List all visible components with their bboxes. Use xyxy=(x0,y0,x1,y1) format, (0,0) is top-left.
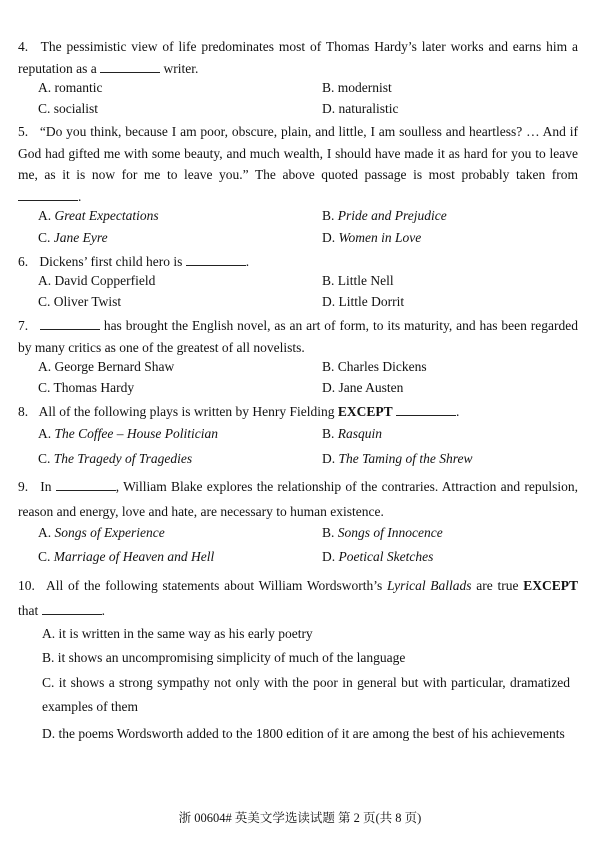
option-b xyxy=(322,426,382,442)
option-b xyxy=(322,208,447,224)
option-c: C. it shows a strong sympathy not only with the poor in general but with particular, dramatized examples of them xyxy=(42,675,570,714)
option-text: The Tragedy of Tragedies xyxy=(53,451,193,466)
option-letter: C. xyxy=(38,451,51,466)
option-d xyxy=(322,549,433,565)
option-text: The Taming of the Shrew xyxy=(338,451,473,466)
option-c xyxy=(38,451,192,467)
question-4-stem xyxy=(18,36,578,79)
option-text: The Coffee – House Politician xyxy=(54,426,218,441)
book-title: Lyrical Ballads xyxy=(386,578,472,593)
answer-blank xyxy=(40,318,100,330)
question-text-mid: are true xyxy=(476,578,519,593)
option-letter: B. xyxy=(322,208,335,223)
option-letter: D. xyxy=(322,451,336,466)
option-b: B. Charles Dickens xyxy=(322,359,427,374)
option-c: C. socialist xyxy=(38,101,98,116)
option-a xyxy=(38,525,165,541)
option-b: B. it shows an uncompromising simplicity of much of the language xyxy=(42,650,406,665)
option-text: Great Expectations xyxy=(54,208,159,223)
question-text: All of the following plays is written by Henry Fielding xyxy=(38,404,335,419)
question-text: In xyxy=(40,479,52,494)
question-number: 9. xyxy=(18,479,29,494)
question-9-stem xyxy=(18,474,578,524)
option-d: D. Jane Austen xyxy=(322,380,404,395)
question-text-end: writer. xyxy=(163,60,199,76)
question-number: 6. xyxy=(18,254,29,269)
option-letter: D. xyxy=(322,230,336,245)
option-c xyxy=(38,549,214,565)
option-d: D. the poems Wordsworth added to the 1800 edition of it are among the best of his achievements xyxy=(42,726,565,741)
answer-blank xyxy=(396,404,456,416)
option-letter: A. xyxy=(38,525,52,540)
question-5-stem xyxy=(18,121,578,207)
question-text-end: that xyxy=(18,603,39,618)
question-8-stem xyxy=(18,401,578,423)
option-text: Songs of Innocence xyxy=(337,525,443,540)
answer-blank xyxy=(56,479,116,491)
option-a xyxy=(38,426,218,442)
question-number: 10. xyxy=(18,578,35,593)
option-c: C. Oliver Twist xyxy=(38,294,122,309)
question-number: 4. xyxy=(18,39,29,54)
answer-blank xyxy=(18,189,78,201)
option-a: A. romantic xyxy=(38,80,103,95)
option-c xyxy=(38,230,108,246)
option-text: Pride and Prejudice xyxy=(337,208,447,223)
question-text: The pessimistic view of life predominates most of Thomas Hardy’s later works and earns him a reputation as a xyxy=(18,39,578,76)
option-text: Rasquin xyxy=(337,426,383,441)
question-text: Dickens’ first child hero is xyxy=(39,254,183,269)
answer-blank xyxy=(186,254,246,266)
except-keyword: EXCEPT xyxy=(523,578,578,593)
option-text: Marriage of Heaven and Hell xyxy=(53,549,215,564)
question-text: “Do you think, because I am poor, obscure, plain, and little, I am soulless and heartless? … And if God had gifted me with some beauty, and much wealth, I should have made it as hard for you to leave me, as it is now for me to leave you.” The above quoted passage is most probably taken from xyxy=(18,124,578,182)
option-letter: B. xyxy=(322,426,335,441)
question-6-stem xyxy=(18,251,578,273)
option-a: A. it is written in the same way as his early poetry xyxy=(42,626,313,641)
option-letter: C. xyxy=(38,230,51,245)
question-text: has brought the English novel, as an art of form, to its maturity, and has been regarded by many critics as one of the greatest of all novelists. xyxy=(18,318,579,355)
question-number: 5. xyxy=(18,124,29,139)
option-letter: B. xyxy=(322,525,335,540)
option-b xyxy=(322,525,443,541)
question-text: All of the following statements about William Wordsworth’s xyxy=(46,578,383,593)
option-d xyxy=(322,451,473,467)
option-c: C. Thomas Hardy xyxy=(38,380,135,395)
question-7-stem xyxy=(18,315,578,358)
option-text: Songs of Experience xyxy=(54,525,165,540)
option-b: B. Little Nell xyxy=(322,273,394,288)
answer-blank xyxy=(100,61,160,73)
question-text-end: , William Blake explores the relationship of the contraries. Attraction and repulsion, reason and energy, love and hate, are necessary to human existence. xyxy=(18,479,578,519)
except-keyword: EXCEPT xyxy=(337,404,393,419)
option-text: Jane Eyre xyxy=(53,230,108,245)
answer-blank xyxy=(42,603,102,615)
option-text: Poetical Sketches xyxy=(338,549,434,564)
question-number: 8. xyxy=(18,404,29,419)
page-footer: 浙 00604# 英美文学选读试题 第 2 页(共 8 页) xyxy=(178,811,422,825)
question-text-end: . xyxy=(78,188,82,204)
option-letter: A. xyxy=(38,426,52,441)
option-d: D. naturalistic xyxy=(322,101,399,116)
option-letter: C. xyxy=(38,549,51,564)
question-text-end: . xyxy=(456,404,460,419)
question-number: 7. xyxy=(18,318,29,333)
question-text-end: . xyxy=(245,254,250,269)
option-letter: A. xyxy=(38,208,52,223)
option-letter: D. xyxy=(322,549,336,564)
option-d: D. Little Dorrit xyxy=(322,294,405,309)
question-10-stem xyxy=(18,573,578,623)
option-text: Women in Love xyxy=(338,230,422,245)
option-b: B. modernist xyxy=(322,80,392,95)
option-d xyxy=(322,230,421,246)
option-a: A. George Bernard Shaw xyxy=(38,359,175,374)
option-a xyxy=(38,208,159,224)
option-a: A. David Copperfield xyxy=(38,273,156,288)
question-text-period: . xyxy=(101,603,105,618)
